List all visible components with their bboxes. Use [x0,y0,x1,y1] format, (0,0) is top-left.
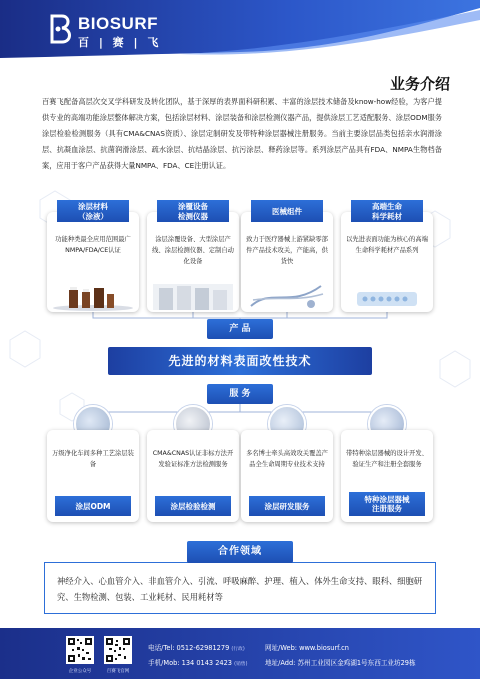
mob-value[interactable]: 134 0143 2423 [181,659,232,667]
qr1-label: 企业公众号 [68,669,92,674]
footer-tel [148,642,245,652]
service-label [349,492,425,516]
footer-web [265,642,349,652]
service-label-line2: 注册服务 [372,504,402,513]
service-card-rnd[interactable] [241,430,333,522]
footer-mob [148,657,247,667]
service-card-registration[interactable] [341,430,433,522]
cooperation-text: 神经介入、心血管介入、非血管介入、引流、呼吸麻醉、护理、植入、体外生命支持、眼科、细胞研究、生物检测、包装、工业耗材、民用耗材等 [57,576,423,602]
qr-code-icon [106,638,130,662]
service-card-odm[interactable] [47,430,139,522]
product-title-line2: 检测仪器 [178,211,208,221]
coating-equipment-image [147,278,239,312]
tel-note: (行政) [231,647,245,652]
intro-text: 百赛飞配备高层次交叉学科研发及转化团队，基于深厚的表界面科研积累、丰富的涂层技术储备及know-how经验，为客户提供专业的高端功能涂层整体解决方案，包括涂层材料、涂层装备和涂层检测仪器产品，提供涂层工艺适配服务、涂层ODM服务涂层检验检测服务（具有CMA&CNAS资质）、涂层定制研发及带特种涂层器械注册服务。当前主要涂层品类包括亲水润滑涂层、抗凝血涂层、抗菌润滑涂层、疏水涂层、抗结晶涂层、抗污涂层、释药涂层等。系列涂层产品具有FDA、NMPA生物档备案，应用于客户产品获得大量NMPA、FDA、CE注册认证。 [42,97,442,170]
service-desc: CMA&CNAS认证非标方法开发验证标准方法检测服务 [152,450,234,468]
brand-logo [48,14,178,54]
service-desc: 多名博士牵头高效攻关覆盖产品全生命周期专业技术支持 [246,450,328,468]
product-title-line1: 涂覆设备 [178,201,208,211]
service-label [155,496,231,516]
service-label [55,496,131,516]
product-title-line1: 涂层材料 [78,201,108,211]
product-title [157,200,229,222]
service-label [249,496,325,516]
page-title: 业务介绍 [389,75,450,93]
service-banner: 服 务 [207,384,273,404]
product-title-line2: （涂液） [78,211,108,221]
tel-value[interactable]: 0512-62981279 [176,644,230,652]
header [0,0,480,60]
product-title [351,200,423,222]
coating-bottles-image [47,278,139,312]
product-title [57,200,129,222]
service-connector-lines [0,400,480,430]
web-link[interactable]: www.biosurf.cn [299,644,349,652]
biosurf-logo-icon [48,14,74,44]
life-science-image [341,278,433,312]
product-desc: 以先进表面功能为核心的高端生命科学耗材产品系列 [346,236,428,254]
service-desc: 万级净化车间多种工艺涂层装备 [52,450,134,468]
tel-label: 电话/Tel: [148,644,175,652]
product-desc: 功能种类最全应用范围最广NMPA/FDA/CE认证 [55,236,131,254]
web-label: 网址/Web: [265,644,298,652]
product-desc: 涂层涂覆设备、大型涂层产线、涂层检测仪器、定制自动化设备 [152,236,234,265]
brand-name-cn: 百 | 赛 | 飞 [78,36,162,49]
footer [0,628,480,679]
addr-value: 苏州工业园区金鸡湖1号东西工业坊29栋 [297,659,416,667]
product-banner: 产 品 [207,319,273,339]
qr-code-icon [68,638,92,662]
brand-name-en: BIOSURF [78,14,158,33]
service-label-line1: 特种涂层器械 [364,495,410,504]
website-qr-code[interactable] [104,636,132,664]
service-label-line1: 涂层ODM [75,501,111,511]
wechat-qr-code[interactable] [66,636,94,664]
service-card-testing[interactable] [147,430,239,522]
mob-label: 手机/Mob: [148,659,180,667]
cooperation-box [44,562,436,614]
footer-address [265,657,416,667]
medical-components-image [241,278,333,312]
mob-note: (销售) [234,662,248,667]
service-label-line1: 涂层检验检测 [170,501,216,511]
cooperation-banner: 合作领域 [187,541,293,563]
product-title-line1: 高端生命 [372,201,402,211]
service-label-line1: 涂层研发服务 [264,501,310,511]
product-title-line2: 科学耗材 [372,211,402,221]
addr-label: 地址/Add: [265,659,296,667]
product-title-line1: 医械组件 [272,206,302,216]
product-desc: 致力于医疗器械上游紧缺零部件产品技术攻关，产能高，供货快 [246,236,328,265]
service-desc: 带特种涂层器械的设计开发、验证生产和注册全套服务 [346,450,428,468]
qr2-label: 百赛飞官网 [106,669,130,674]
core-technology-banner: 先进的材料表面改性技术 [108,347,372,375]
product-title [251,200,323,222]
